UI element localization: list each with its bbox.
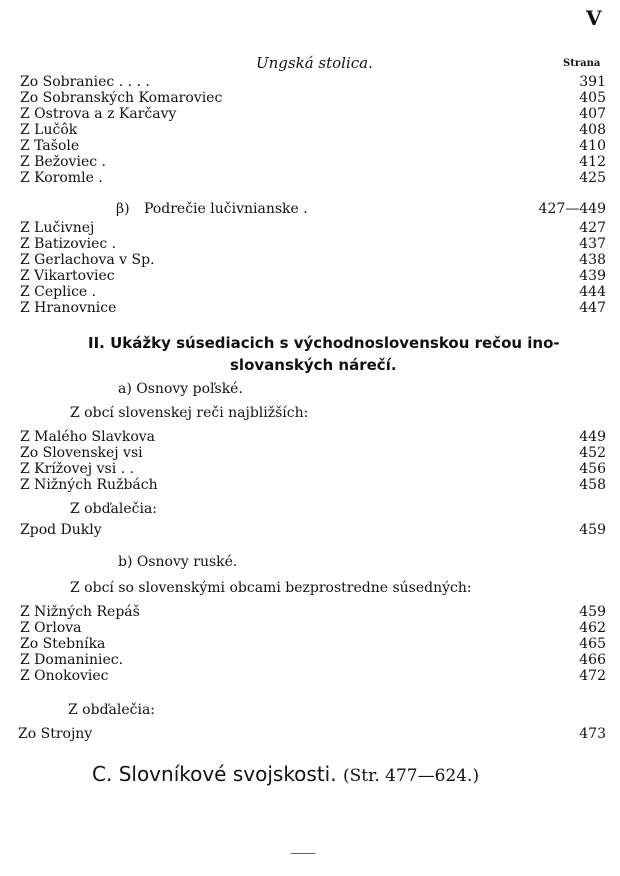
strana-label: Strana — [563, 58, 601, 69]
list-item: Zpod Dukly 459 — [20, 522, 606, 538]
section-title: Ungská stolica. — [256, 54, 373, 72]
polish-intro: Z obcí slovenskej reči najbližších: — [70, 405, 309, 421]
list-item: Z Orlova 462 — [20, 620, 606, 636]
list-item: Z Vikartoviec 439 — [20, 268, 606, 284]
section-ii-heading-line2: slovanských nárečí. — [230, 356, 397, 374]
list-item: Z Malého Slavkova 449 — [20, 429, 606, 445]
page-number: V — [586, 6, 602, 30]
list-item: Z Tašole 410 — [20, 138, 606, 154]
list-item: Z Krížovej vsi . . 456 — [20, 461, 606, 477]
section-c-title: Slovníkové svojskosti. — [118, 762, 337, 786]
list-item: Z Ceplice . 444 — [20, 284, 606, 300]
list-item: Zo Slovenskej vsi 452 — [20, 445, 606, 461]
list-item: Z Koromle . 425 — [20, 170, 606, 186]
subsection-beta — [20, 201, 606, 217]
list-item: Z Gerlachova v Sp. 438 — [20, 252, 606, 268]
list-item: Z Onokoviec 472 — [20, 668, 606, 684]
section-c-heading — [92, 762, 479, 786]
list-item: Z Domaniniec. 466 — [20, 652, 606, 668]
subsection-polish: a) Osnovy poľské. — [118, 381, 243, 397]
list-item: Z Nižných Ružbách 458 — [20, 477, 606, 493]
section-ii-heading-line1: II. Ukážky súsediacich s východnoslovenskou rečou ino- — [88, 334, 560, 352]
polish-distant-label: Z obďalečia: — [70, 501, 158, 517]
list-item: Z Nižných Repáš 459 — [20, 604, 606, 620]
russian-distant-label: Z obďalečia: — [68, 702, 156, 718]
footer-rule: ——— — [290, 848, 314, 859]
section-c-letter: C. — [92, 762, 113, 786]
list-item: Z Batizoviec . 437 — [20, 236, 606, 252]
beta-symbol: β) — [116, 201, 130, 217]
list-item: Zo Sobraniec . . . . 391 — [20, 74, 606, 90]
list-item: Z Lučivnej 427 — [20, 220, 606, 236]
list-item: Z Ostrova a z Karčavy 407 — [20, 106, 606, 122]
list-item: Z Hranovnice 447 — [20, 300, 606, 316]
section-c-pages: (Str. 477—624.) — [342, 766, 480, 786]
list-item: Z Bežoviec . 412 — [20, 154, 606, 170]
beta-label: Podrečie lučivnianske . — [144, 201, 308, 217]
list-item: Z Lučôk 408 — [20, 122, 606, 138]
russian-intro: Z obcí so slovenskými obcami bezprostredne súsedných: — [70, 580, 472, 596]
list-item: Zo Sobranských Komaroviec 405 — [20, 90, 606, 106]
beta-range: 427—449 — [538, 201, 606, 217]
subsection-russian: b) Osnovy ruské. — [118, 554, 238, 570]
list-item: Zo Stebníka 465 — [20, 636, 606, 652]
list-item: Zo Strojny 473 — [18, 726, 606, 742]
